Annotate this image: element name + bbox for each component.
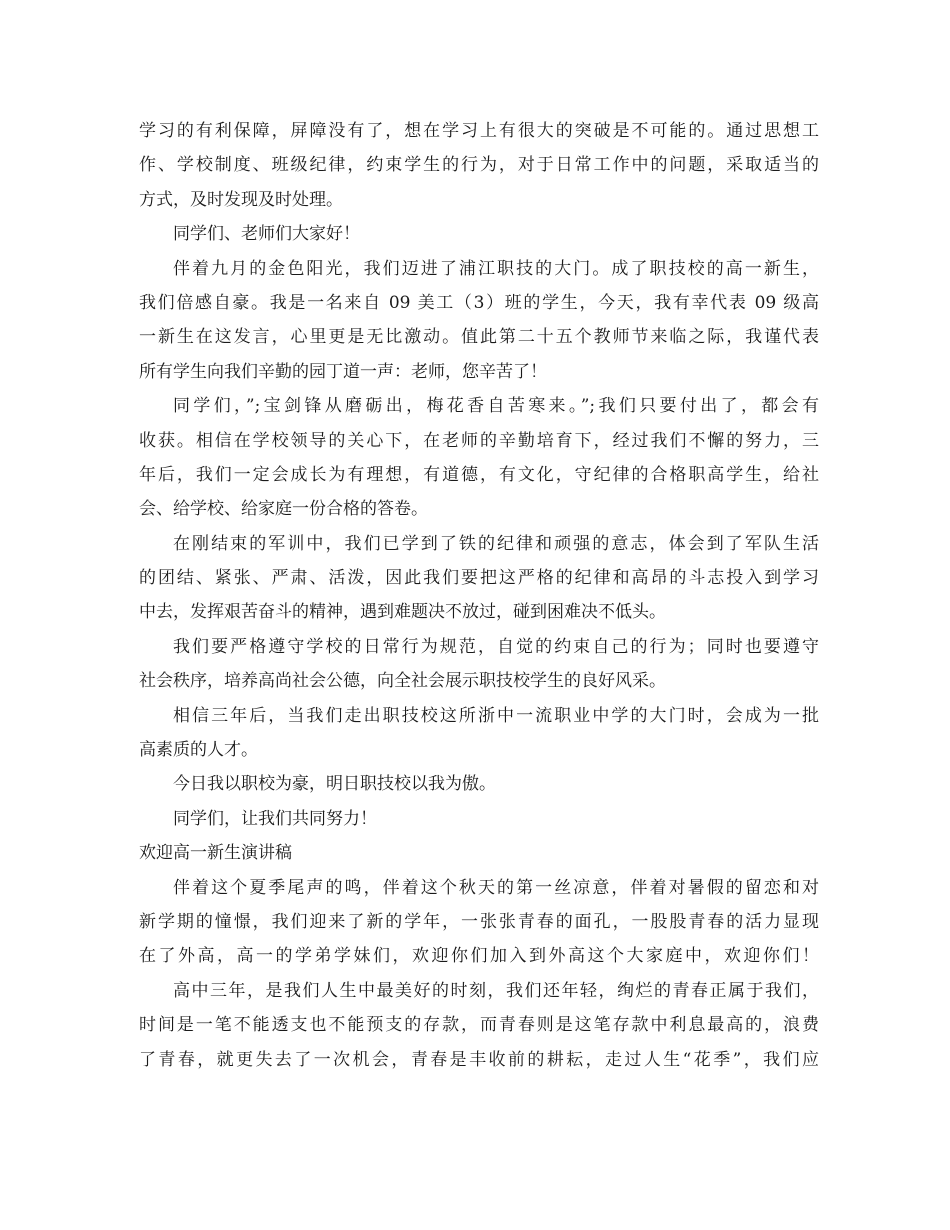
text-line: 同学们，”;宝剑锋从磨砺出，梅花香自苦寒来。”;我们只要付出了，都会有: [173, 396, 819, 417]
text-line: 作、学校制度、班级纪律，约束学生的行为，对于日常工作中的问题，采取适当的: [139, 155, 819, 176]
text-line: 在了外高，高一的学弟学妹们，欢迎你们加入到外高这个大家庭中，欢迎你们！: [139, 946, 819, 967]
text-line: 学习的有利保障，屏障没有了，想在学习上有很大的突破是不可能的。通过思想工: [139, 121, 819, 141]
text-line: 相信三年后，当我们走出职技校这所浙中一流职业中学的大门时，会成为一批: [173, 705, 819, 726]
text-line: 我们倍感自豪。我是一名来自 09 美工（3）班的学生，今天，我有幸代表 09 级高: [139, 292, 819, 313]
text-line: 所有学生向我们辛勤的园丁道一声：老师，您辛苦了！: [139, 361, 547, 382]
text-line: 中去，发挥艰苦奋斗的精神，遇到难题决不放过，碰到困难决不低头。: [139, 602, 666, 623]
text-line: 今日我以职校为豪，明日职技校以我为傲。: [173, 774, 496, 795]
text-line: 伴着这个夏季尾声的鸣，伴着这个秋天的第一丝凉意，伴着对暑假的留恋和对: [173, 877, 819, 898]
text-line: 时间是一笔不能透支也不能预支的存款，而青春则是这笔存款中利息最高的，浪费: [139, 1015, 819, 1036]
section-heading: 欢迎高一新生演讲稿: [139, 843, 292, 864]
text-line: 在刚结束的军训中，我们已学到了铁的纪律和顽强的意志，体会到了军队生活: [173, 533, 819, 554]
text-line: 同学们，让我们共同努力！: [173, 808, 377, 829]
text-line: 伴着九月的金色阳光，我们迈进了浦江职技的大门。成了职技校的高一新生，: [173, 258, 819, 279]
text-line: 的团结、紧张、严肃、活泼，因此我们要把这严格的纪律和高昂的斗志投入到学习: [139, 568, 819, 589]
text-line: 方式，及时发现及时处理。: [139, 189, 343, 210]
text-line: 年后，我们一定会成长为有理想，有道德，有文化，守纪律的合格职高学生，给社: [139, 464, 819, 485]
text-line: 收获。相信在学校领导的关心下，在老师的辛勤培育下，经过我们不懈的努力，三: [139, 430, 819, 451]
text-line: 同学们、老师们大家好！: [173, 224, 360, 245]
document-body: [139, 114, 819, 1077]
text-line: 会、给学校、给家庭一份合格的答卷。: [139, 499, 428, 520]
text-line: 社会秩序，培养高尚社会公德，向全社会展示职技校学生的良好风采。: [139, 671, 666, 692]
text-line: 高中三年，是我们人生中最美好的时刻，我们还年轻，绚烂的青春正属于我们，: [173, 980, 819, 1001]
text-line: 一新生在这发言，心里更是无比激动。值此第二十五个教师节来临之际，我谨代表: [139, 327, 819, 348]
text-line: 高素质的人才。: [139, 740, 258, 761]
text-line: 新学期的憧憬，我们迎来了新的学年，一张张青春的面孔，一股股青春的活力显现: [139, 911, 819, 932]
text-line: 了青春，就更失去了一次机会，青春是丰收前的耕耘，走过人生“花季”，我们应: [139, 1049, 819, 1070]
text-line: 我们要严格遵守学校的日常行为规范，自觉的约束自己的行为；同时也要遵守: [173, 636, 819, 657]
